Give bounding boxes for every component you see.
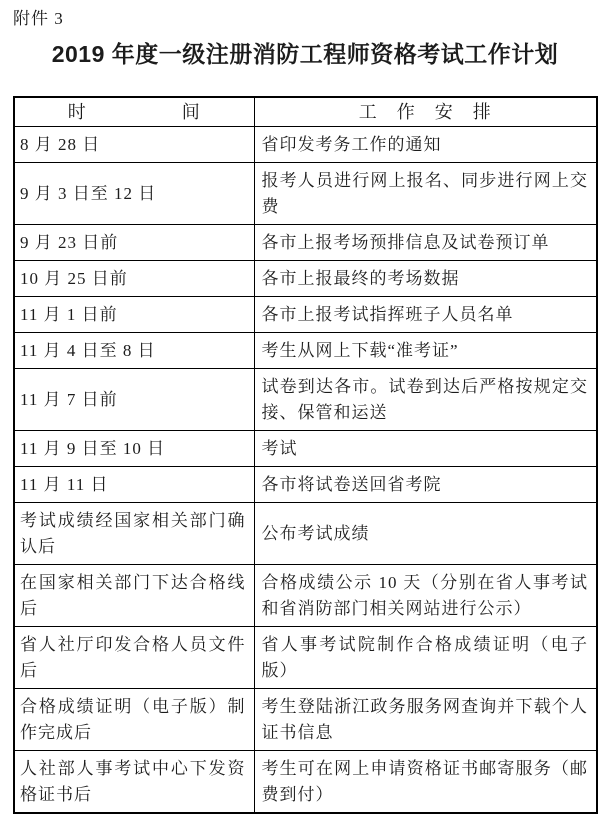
task-cell: 公布考试成绩 — [254, 503, 597, 565]
schedule-row — [14, 261, 597, 297]
schedule-row — [14, 163, 597, 225]
task-cell: 考试 — [254, 431, 597, 467]
task-cell: 各市上报最终的考场数据 — [254, 261, 597, 297]
schedule-row — [14, 565, 597, 627]
schedule-row — [14, 627, 597, 689]
schedule-row — [14, 333, 597, 369]
time-cell: 11 月 9 日至 10 日 — [14, 431, 254, 467]
task-cell: 试卷到达各市。试卷到达后严格按规定交接、保管和运送 — [254, 369, 597, 431]
task-cell: 考生可在网上申请资格证书邮寄服务（邮费到付） — [254, 751, 597, 814]
task-cell: 省人事考试院制作合格成绩证明（电子版） — [254, 627, 597, 689]
page-title: 2019 年度一级注册消防工程师资格考试工作计划 — [51, 41, 559, 67]
column-header-time: 时 间 — [14, 97, 254, 127]
schedule-row — [14, 369, 597, 431]
schedule-row — [14, 127, 597, 163]
task-cell: 报考人员进行网上报名、同步进行网上交费 — [254, 163, 597, 225]
schedule-row — [14, 225, 597, 261]
attachment-label: 附件 3 — [13, 9, 64, 28]
task-cell: 考生登陆浙江政务服务网查询并下载个人证书信息 — [254, 689, 597, 751]
time-cell: 在国家相关部门下达合格线后 — [14, 565, 254, 627]
schedule-row — [14, 431, 597, 467]
schedule-row — [14, 503, 597, 565]
time-cell: 省人社厅印发合格人员文件后 — [14, 627, 254, 689]
time-cell: 11 月 1 日前 — [14, 297, 254, 333]
header-row — [14, 97, 597, 127]
task-cell: 考生从网上下载“准考证” — [254, 333, 597, 369]
schedule-table-body — [14, 127, 597, 814]
task-cell: 各市将试卷送回省考院 — [254, 467, 597, 503]
time-cell: 人社部人事考试中心下发资格证书后 — [14, 751, 254, 814]
task-cell: 各市上报考试指挥班子人员名单 — [254, 297, 597, 333]
time-cell: 11 月 11 日 — [14, 467, 254, 503]
task-cell: 各市上报考场预排信息及试卷预订单 — [254, 225, 597, 261]
schedule-table-header — [14, 97, 597, 127]
schedule-row — [14, 751, 597, 814]
schedule-row — [14, 689, 597, 751]
schedule-table — [13, 96, 598, 814]
column-header-task: 工 作 安 排 — [254, 97, 597, 127]
task-cell: 省印发考务工作的通知 — [254, 127, 597, 163]
schedule-row — [14, 297, 597, 333]
time-cell: 11 月 7 日前 — [14, 369, 254, 431]
task-cell: 合格成绩公示 10 天（分别在省人事考试和省消防部门相关网站进行公示） — [254, 565, 597, 627]
time-cell: 8 月 28 日 — [14, 127, 254, 163]
time-cell: 合格成绩证明（电子版）制作完成后 — [14, 689, 254, 751]
schedule-row — [14, 467, 597, 503]
time-cell: 11 月 4 日至 8 日 — [14, 333, 254, 369]
time-cell: 9 月 3 日至 12 日 — [14, 163, 254, 225]
time-cell: 10 月 25 日前 — [14, 261, 254, 297]
time-cell: 考试成绩经国家相关部门确认后 — [14, 503, 254, 565]
time-cell: 9 月 23 日前 — [14, 225, 254, 261]
